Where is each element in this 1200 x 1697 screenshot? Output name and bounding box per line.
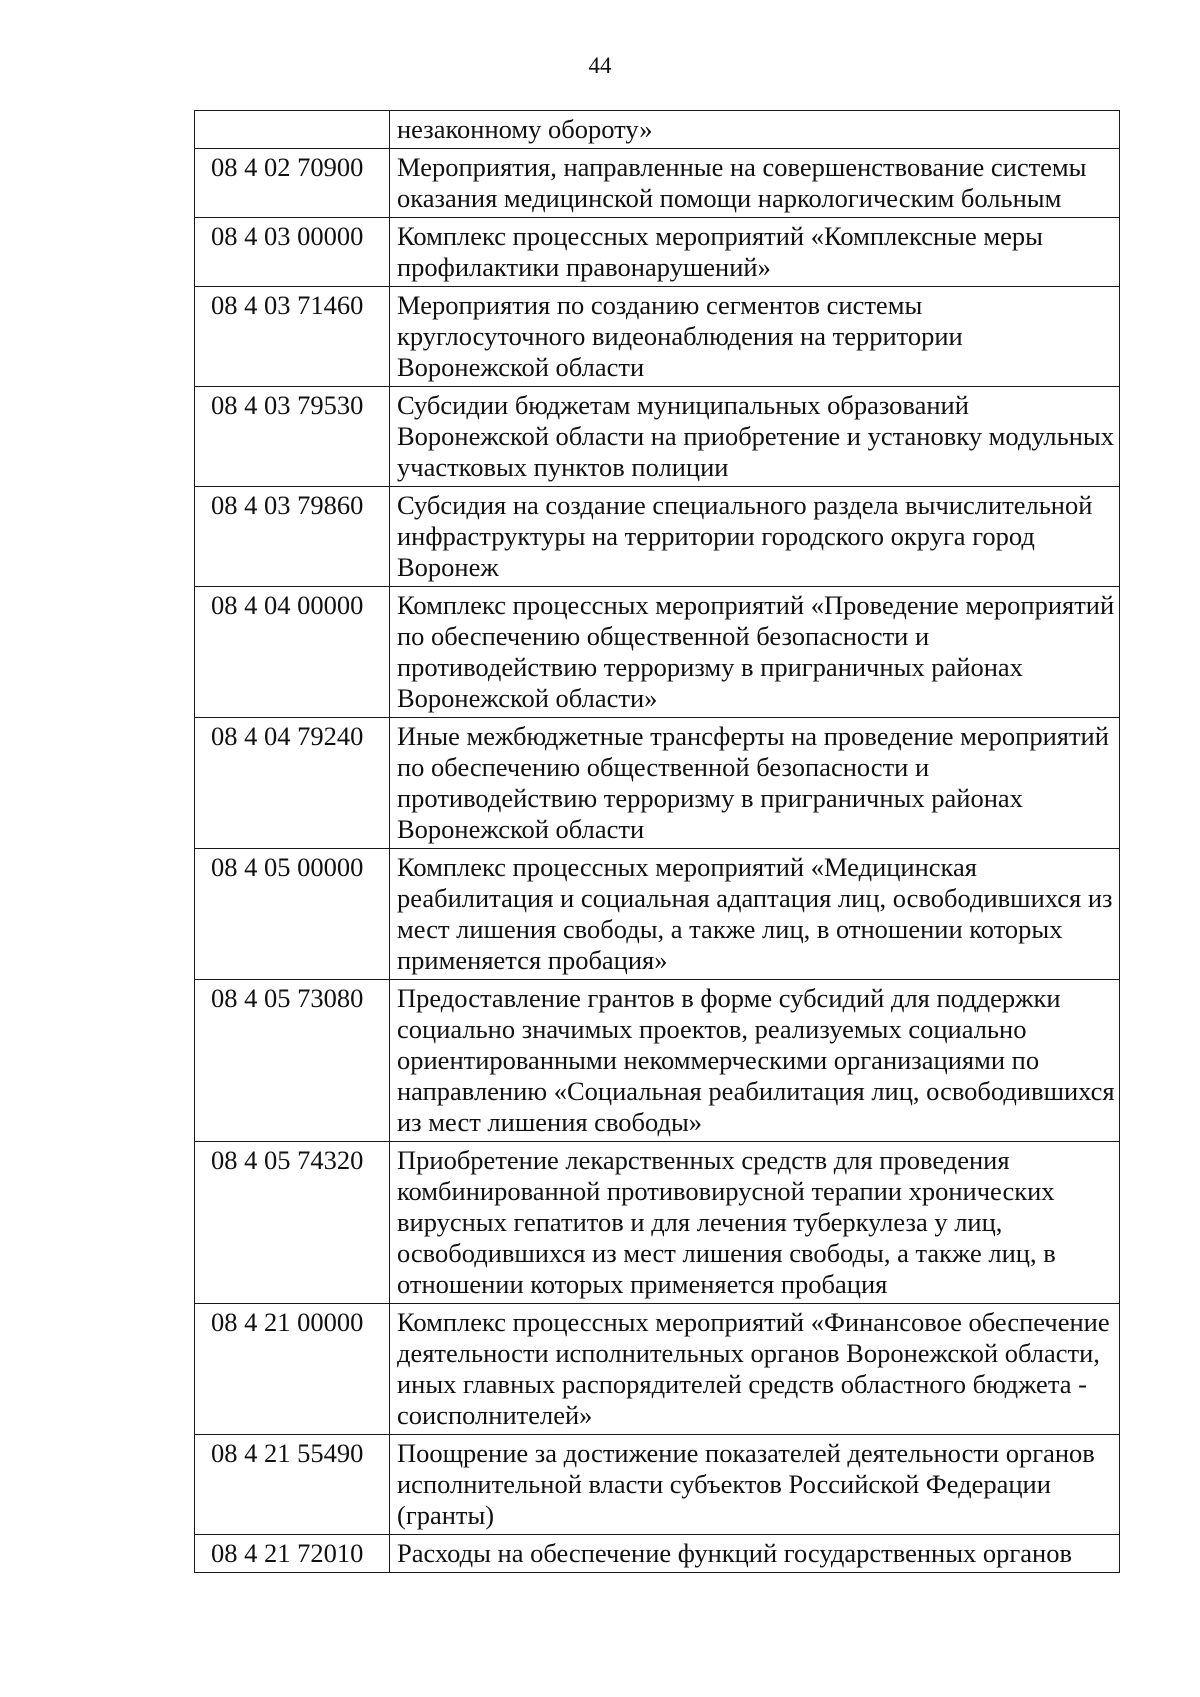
description-cell: Мероприятия, направленные на совершенствование системы оказания медицинской помощи наркологическим больным xyxy=(390,149,1120,218)
table-row xyxy=(195,287,1120,387)
code-cell: 08 4 21 55490 xyxy=(195,1435,390,1535)
table-row xyxy=(195,149,1120,218)
table-row xyxy=(195,487,1120,587)
description-cell: Комплекс процессных мероприятий «Проведение мероприятий по обеспечению общественной безопасности и противодействию терроризму в приграничных районах Воронежской области» xyxy=(390,587,1120,718)
description-cell: Приобретение лекарственных средств для проведения комбинированной противовирусной терапии хронических вирусных гепатитов и для лечения туберкулеза у лиц, освободившихся из мест лишения свободы, а также лиц, в отношении которых применяется пробация xyxy=(390,1142,1120,1304)
code-cell: 08 4 05 74320 xyxy=(195,1142,390,1304)
description-cell: Комплекс процессных мероприятий «Финансовое обеспечение деятельности исполнительных органов Воронежской области, иных главных распорядителей средств областного бюджета - соисполнителей» xyxy=(390,1304,1120,1435)
table-row xyxy=(195,1304,1120,1435)
table-row xyxy=(195,1535,1120,1573)
table-row xyxy=(195,587,1120,718)
description-cell: Иные межбюджетные трансферты на проведение мероприятий по обеспечению общественной безопасности и противодействию терроризму в приграничных районах Воронежской области xyxy=(390,718,1120,849)
table-row xyxy=(195,849,1120,980)
code-cell: 08 4 21 00000 xyxy=(195,1304,390,1435)
description-cell: Поощрение за достижение показателей деятельности органов исполнительной власти субъектов Российской Федерации (гранты) xyxy=(390,1435,1120,1535)
table-row xyxy=(195,1142,1120,1304)
code-cell: 08 4 03 00000 xyxy=(195,218,390,287)
code-cell: 08 4 03 71460 xyxy=(195,287,390,387)
table-row xyxy=(195,1435,1120,1535)
table-row xyxy=(195,718,1120,849)
description-cell: Субсидии бюджетам муниципальных образований Воронежской области на приобретение и установку модульных участковых пунктов полиции xyxy=(390,387,1120,487)
description-cell: Мероприятия по созданию сегментов системы круглосуточного видеонаблюдения на территории Воронежской области xyxy=(390,287,1120,387)
code-cell: 08 4 05 73080 xyxy=(195,980,390,1142)
code-cell: 08 4 21 72010 xyxy=(195,1535,390,1573)
description-cell: Комплекс процессных мероприятий «Медицинская реабилитация и социальная адаптация лиц, освободившихся из мест лишения свободы, а также лиц, в отношении которых применяется пробация» xyxy=(390,849,1120,980)
table-row xyxy=(195,218,1120,287)
code-cell: 08 4 05 00000 xyxy=(195,849,390,980)
table-row xyxy=(195,111,1120,149)
description-cell: Комплекс процессных мероприятий «Комплексные меры профилактики правонарушений» xyxy=(390,218,1120,287)
code-cell xyxy=(195,111,390,149)
code-cell: 08 4 04 79240 xyxy=(195,718,390,849)
code-cell: 08 4 04 00000 xyxy=(195,587,390,718)
description-cell: Расходы на обеспечение функций государственных органов xyxy=(390,1535,1120,1573)
description-cell: Предоставление грантов в форме субсидий для поддержки социально значимых проектов, реализуемых социально ориентированными некоммерческими организациями по направлению «Социальная реабилитация лиц, освободившихся из мест лишения свободы» xyxy=(390,980,1120,1142)
code-cell: 08 4 03 79530 xyxy=(195,387,390,487)
description-cell: Субсидия на создание специального раздела вычислительной инфраструктуры на территории городского округа город Воронеж xyxy=(390,487,1120,587)
code-cell: 08 4 02 70900 xyxy=(195,149,390,218)
page-number: 44 xyxy=(588,53,612,78)
budget-code-table xyxy=(194,110,1120,1573)
table-row xyxy=(195,387,1120,487)
description-cell: незаконному обороту» xyxy=(390,111,1120,149)
code-cell: 08 4 03 79860 xyxy=(195,487,390,587)
table-row xyxy=(195,980,1120,1142)
